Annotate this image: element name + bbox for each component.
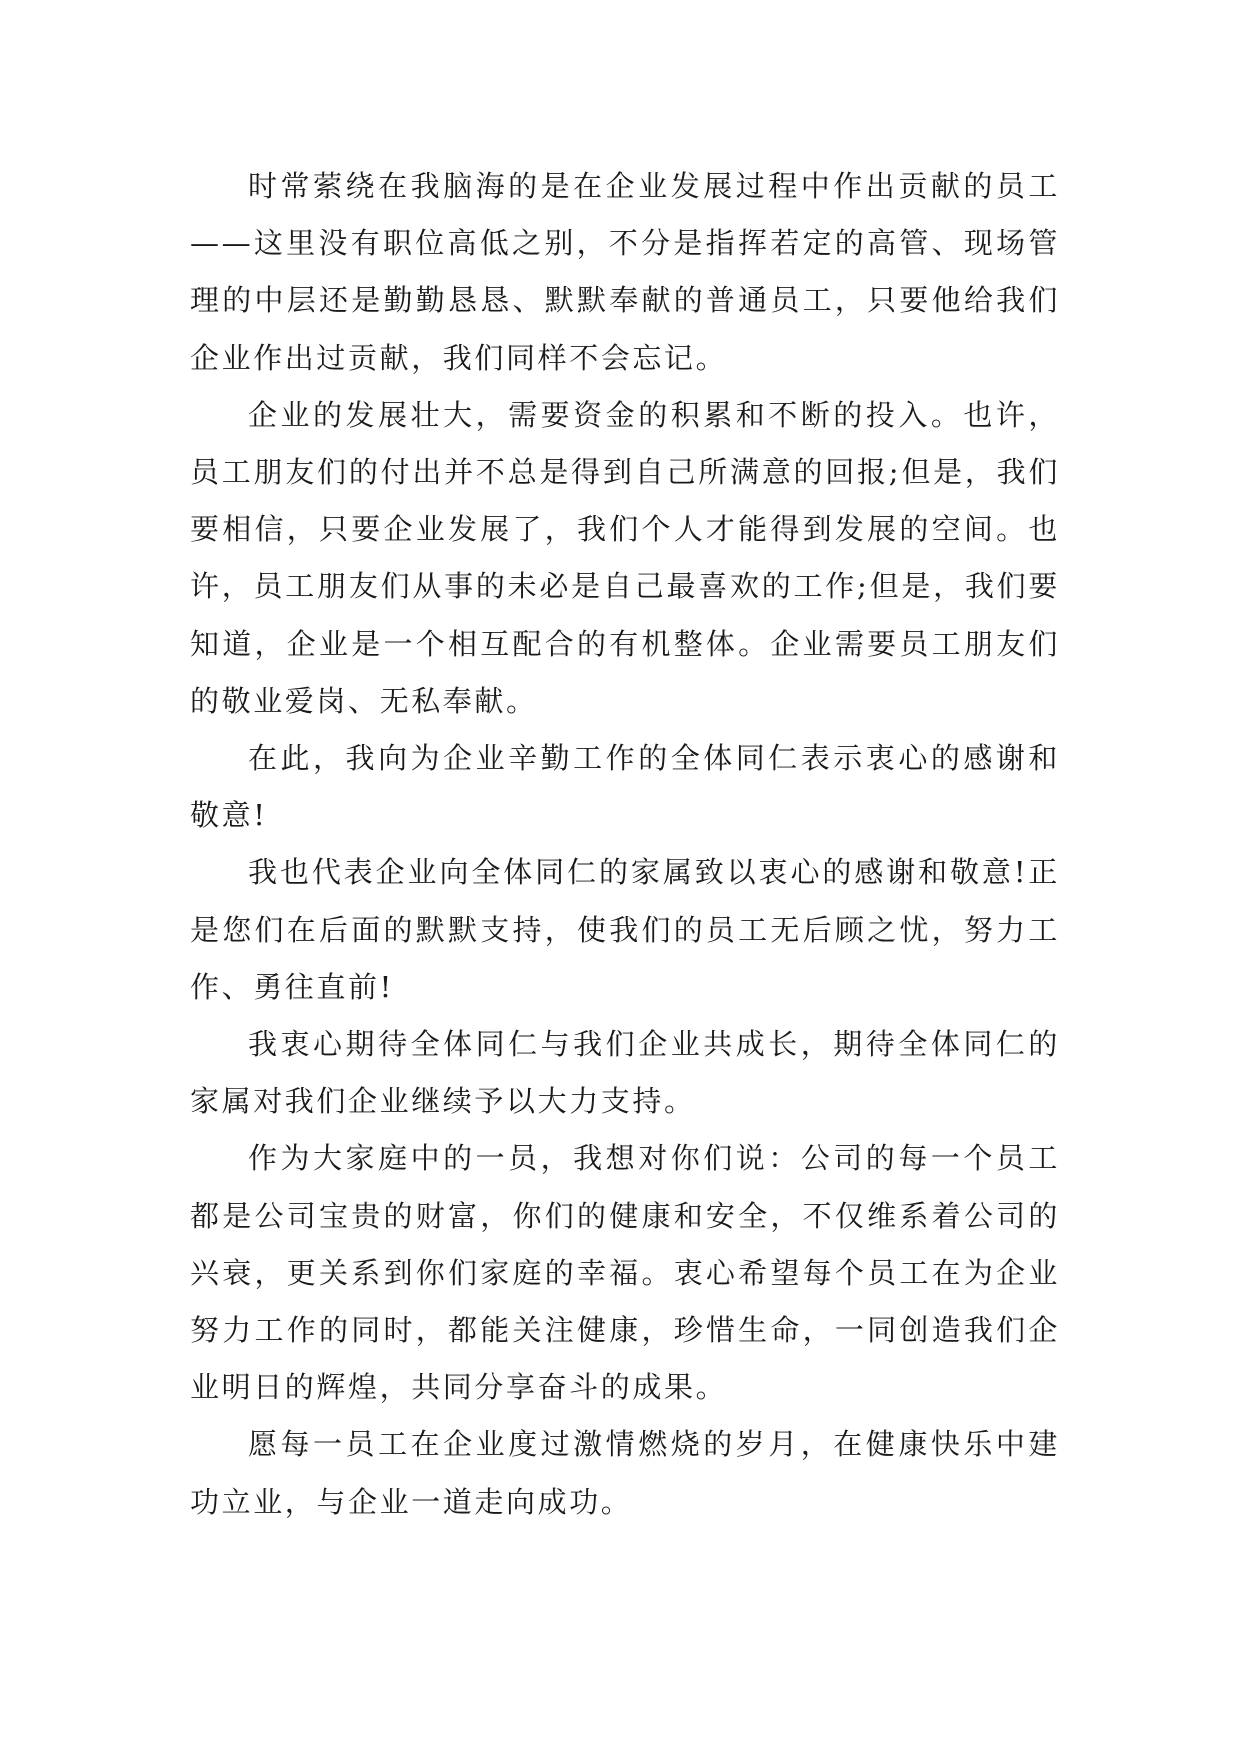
paragraph-6: 作为大家庭中的一员，我想对你们说：公司的每一个员工都是公司宝贵的财富，你们的健康和安全，不仅维系着公司的兴衰，更关系到你们家庭的幸福。衷心希望每个员工在为企业努力工作的同时，都能关注健康，珍惜生命，一同创造我们企业明日的辉煌，共同分享奋斗的成果。 xyxy=(190,1141,1060,1405)
paragraph-4: 我也代表企业向全体同仁的家属致以衷心的感谢和敬意!正是您们在后面的默默支持，使我们的员工无后顾之忧，努力工作、勇往直前! xyxy=(190,855,1060,1004)
paragraph-3: 在此，我向为企业辛勤工作的全体同仁表示衷心的感谢和敬意! xyxy=(190,741,1060,833)
paragraph-5: 我衷心期待全体同仁与我们企业共成长，期待全体同仁的家属对我们企业继续予以大力支持。 xyxy=(190,1027,1060,1119)
paragraph-1: 时常萦绕在我脑海的是在企业发展过程中作出贡献的员工——这里没有职位高低之别，不分是指挥若定的高管、现场管理的中层还是勤勤恳恳、默默奉献的普通员工，只要他给我们企业作出过贡献，我们同样不会忘记。 xyxy=(190,169,1060,375)
paragraph-7: 愿每一员工在企业度过激情燃烧的岁月，在健康快乐中建功立业，与企业一道走向成功。 xyxy=(190,1427,1060,1519)
paragraph-2: 企业的发展壮大，需要资金的积累和不断的投入。也许，员工朋友们的付出并不总是得到自己所满意的回报;但是，我们要相信，只要企业发展了，我们个人才能得到发展的空间。也许，员工朋友们从事的未必是自己最喜欢的工作;但是，我们要知道，企业是一个相互配合的有机整体。企业需要员工朋友们的敬业爱岗、无私奉献。 xyxy=(190,397,1060,718)
document-body xyxy=(190,158,1060,1531)
